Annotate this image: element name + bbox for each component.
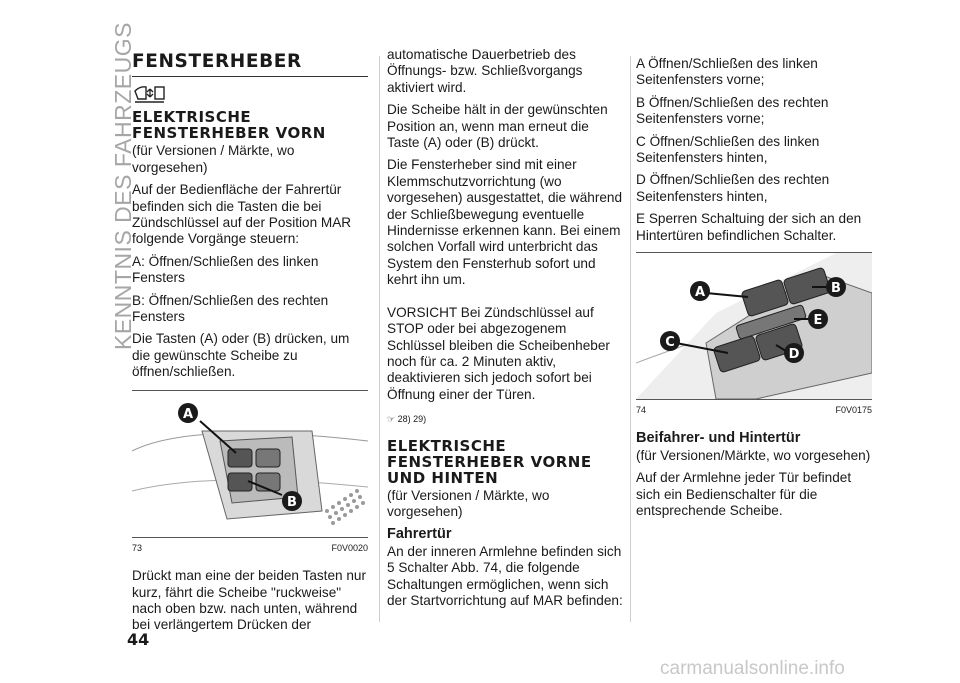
- subheading: Beifahrer- und Hintertür: [636, 430, 801, 447]
- armrest-switches-illustration: [636, 253, 872, 399]
- label-b: B: [831, 281, 841, 297]
- subheading: Fahrertür: [387, 526, 452, 543]
- paragraph: (für Versionen/Märkte, wo vorgesehen): [636, 447, 871, 463]
- paragraph: B: Öffnen/Schließen des rechten Fensters: [132, 292, 329, 325]
- figure-number: 74: [636, 405, 647, 416]
- paragraph: E Sperren Schaltuing der sich an den Hintertüren befindlichen Schalter.: [636, 211, 862, 243]
- label-d: D: [788, 347, 800, 363]
- paragraph: Die Tasten (A) oder (B) drücken, um die gewünschte Scheibe zu öffnen/schließen.: [132, 331, 350, 380]
- page-number: 44: [127, 630, 150, 649]
- paragraph: automatische Dauerbetrieb des Öffnungs- bzw. Schließvorgangs aktiviert wird.: [387, 47, 583, 95]
- page-title: FENSTERHEBER: [132, 51, 302, 72]
- paragraph: An der inneren Armlehne befinden sich 5 Schalter Abb. 74, die folgende Schaltungen ermöglichen, wenn sich der Startvorrichtung auf MAR befinden:: [387, 543, 623, 608]
- warning-hand-icon: ☞: [387, 414, 396, 425]
- paragraph: Auf der Armlehne jeder Tür befindet sich ein Bedienschalter für die entsprechende Scheibe.: [636, 470, 852, 519]
- label-e: E: [813, 313, 823, 329]
- label-a: A: [694, 285, 706, 301]
- warning-references: [387, 411, 623, 427]
- column-2: [387, 47, 623, 615]
- paragraph: A: Öffnen/Schließen des linken Fensters: [132, 253, 319, 286]
- figure-code: F0V0020: [331, 542, 368, 553]
- section-title: ELEKTRISCHE FENSTERHEBER VORN: [132, 108, 326, 143]
- column-3: [636, 56, 872, 526]
- figure-74: [636, 252, 872, 400]
- side-tab: [80, 22, 136, 350]
- door-switch-illustration: [132, 391, 368, 537]
- figure-caption: [636, 402, 872, 418]
- figure-code: F0V0175: [835, 405, 872, 416]
- title-rule: [132, 76, 368, 77]
- paragraph: Die Fensterheber sind mit einer Klemmschutzvorrichtung (wo vorgesehen) ausgestattet, die während der Schließbewegung eventuelle Hindernisse erkennen kann. Bei einem solchen Vorfall wird unterbricht das System den Fensterhub sofort und kehrt ihn um.: [387, 157, 623, 288]
- paragraph: Die Scheibe hält in der gewünschten Position an, wenn man erneut die Taste (A) oder (B) drückt.: [387, 102, 608, 151]
- paragraph: (für Versionen / Märkte, wo vorgesehen): [387, 487, 550, 519]
- label-b: B: [287, 494, 297, 510]
- section-title: ELEKTRISCHE FENSTERHEBER VORNE UND HINTEN: [387, 436, 592, 487]
- figure-caption: [132, 540, 368, 556]
- window-regulator-icon: [132, 83, 368, 109]
- side-tab-label: KENNTNIS DES FAHRZEUGS: [110, 22, 136, 350]
- footer-watermark: carmanualsonline.info: [660, 658, 845, 679]
- label-c: C: [665, 335, 675, 351]
- figure-number: 73: [132, 542, 143, 553]
- paragraph: Drückt man eine der beiden Tasten nur kurz, fährt die Scheibe "ruckweise" nach oben bzw. nach unten, während bei verlängertem Drücken der: [132, 568, 367, 633]
- paragraph: D Öffnen/Schließen des rechten Seitenfensters hinten,: [636, 172, 830, 204]
- paragraph: A Öffnen/Schließen des linken Seitenfensters vorne;: [636, 56, 818, 88]
- paragraph: (für Versionen / Märkte, wo vorgesehen): [132, 143, 295, 175]
- column-divider: [630, 56, 631, 622]
- paragraph: Auf der Bedienfläche der Fahrertür befinden sich die Tasten die bei Zündschlüssel auf der Position MAR folgende Vorgänge steuern:: [132, 182, 352, 247]
- label-a: A: [182, 406, 194, 422]
- column-1: [132, 52, 368, 640]
- column-divider: [379, 56, 380, 622]
- warning-numbers: 28) 29): [397, 414, 427, 425]
- paragraph: C Öffnen/Schließen des linken Seitenfensters hinten,: [636, 133, 820, 166]
- caution-paragraph: VORSICHT Bei Zündschlüssel auf STOP oder bei abgezogenem Schlüssel bleiben die Scheibenheber noch für ca. 2 Minuten aktiv, deaktivieren sich jedoch sofort bei Öffnung einer der Türen.: [387, 304, 610, 402]
- paragraph: B Öffnen/Schließen des rechten Seitenfensters vorne;: [636, 94, 829, 127]
- figure-73: [132, 390, 368, 538]
